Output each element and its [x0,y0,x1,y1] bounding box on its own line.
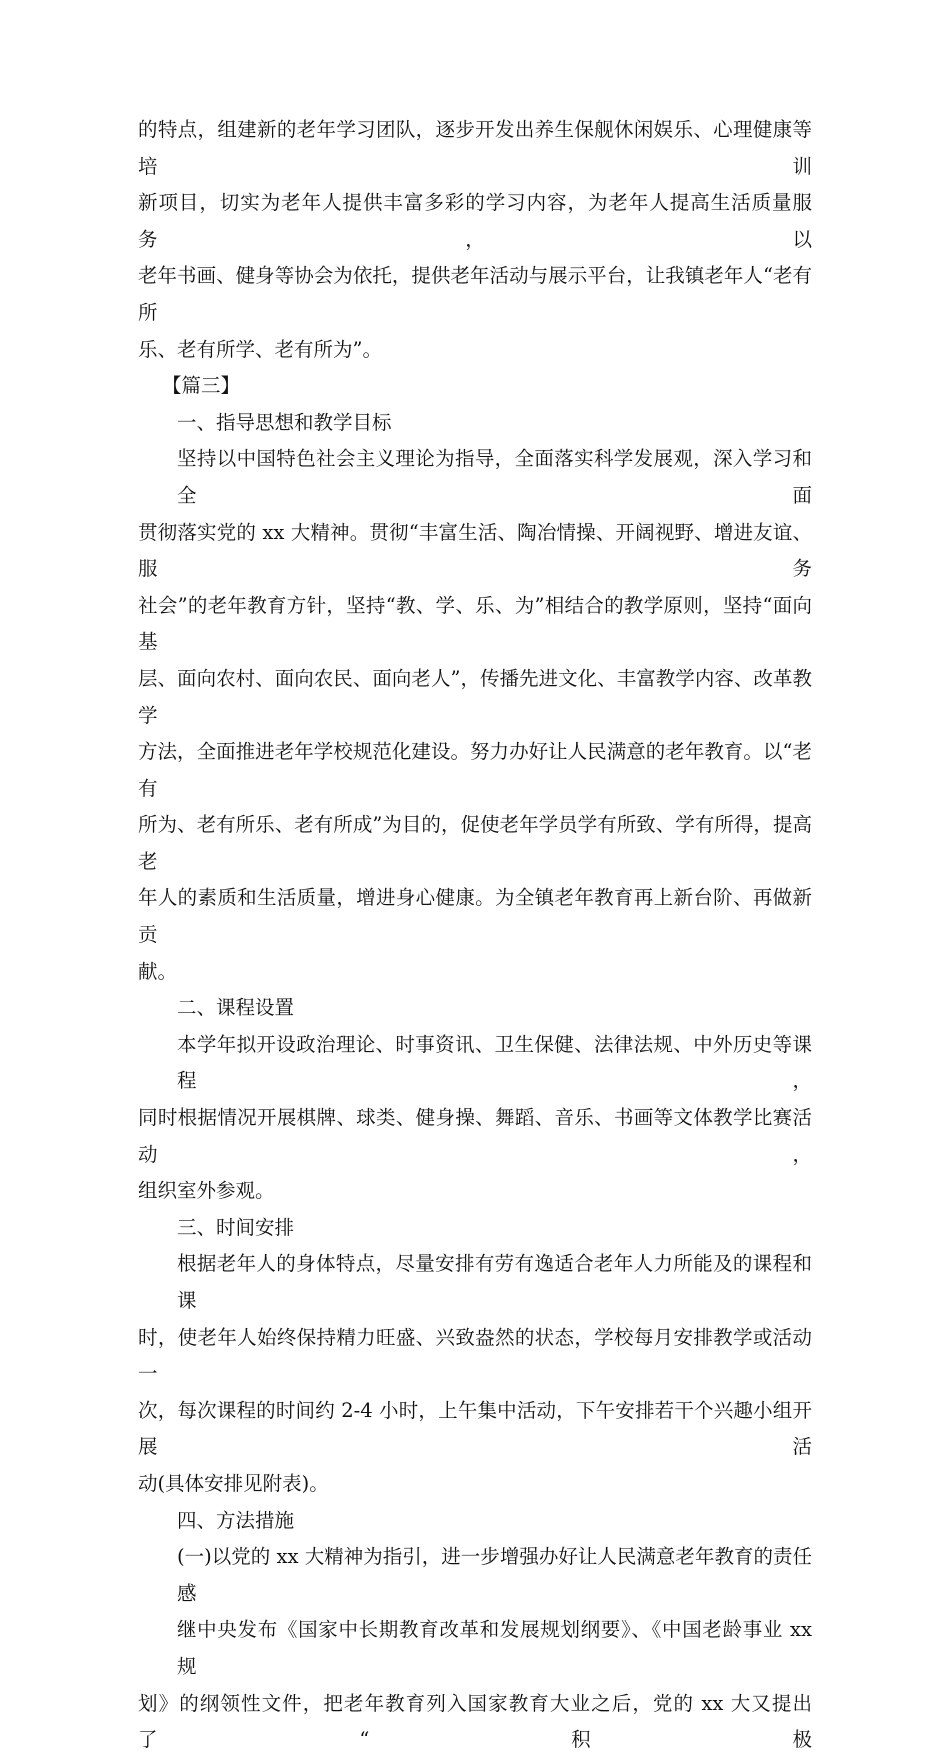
body-line: 社会”的老年教育方针，坚持“教、学、乐、为”相结合的教学原则，坚持“面向基 [138,593,812,654]
body-line: 所为、老有所乐、老有所成”为目的，促使老年学员学有所致、学有所得，提高老 [138,813,812,873]
document-body [138,112,812,1759]
section-heading: 四、方法措施 [177,1508,295,1532]
body-line: 划》的纲领性文件，把老年教育列入国家教育大业之后，党的 xx 大又提出了“积极 [138,1691,812,1752]
body-line: 贯彻落实党的 xx 大精神。贯彻“丰富生活、陶冶情操、开阔视野、增进友谊、服务 [138,520,812,581]
body-line: 新项目，切实为老年人提供丰富多彩的学习内容，为老年人提高生活质量服务，以 [138,191,812,251]
body-line: 继中央发布《国家中长期教育改革和发展规划纲要》、《中国老龄事业 xx 规 [177,1618,812,1678]
body-line: 根据老年人的身体特点，尽量安排有劳有逸适合老年人力所能及的课程和课 [177,1252,812,1312]
body-line: 老年书画、健身等协会为依托，提供老年活动与展示平台，让我镇老年人“老有所 [138,264,812,324]
body-line: 层、面向农村、面向农民、面向老人”，传播先进文化、丰富教学内容、改革教学 [138,666,812,727]
body-line: 组织室外参观。 [138,1179,275,1203]
sub-heading: (一)以党的 xx 大精神为指引，进一步增强办好让人民满意老年教育的责任感 [177,1545,812,1605]
body-line: 动(具体安排见附表)。 [138,1471,329,1495]
body-line: 年人的素质和生活质量，增进身心健康。为全镇老年教育再上新台阶、再做新贡 [138,886,812,947]
body-line: 坚持以中国特色社会主义理论为指导，全面落实科学发展观，深入学习和全面 [177,447,812,507]
body-line: 乐、老有所学、老有所为”。 [138,337,382,361]
body-line: 的特点，组建新的老年学习团队，逐步开发出养生保舰休闲娱乐、心理健康等培训 [138,118,812,178]
body-line: 时，使老年人始终保持精力旺盛、兴致盎然的状态，学校每月安排教学或活动一 [138,1325,812,1386]
section-heading: 一、指导思想和教学目标 [177,410,392,434]
body-line: 同时根据情况开展棋牌、球类、健身操、舞蹈、音乐、书画等文体教学比赛活动， [138,1106,812,1166]
section-heading: 二、课程设置 [177,996,295,1020]
body-line: 方法，全面推进老年学校规范化建设。努力办好让人民满意的老年教育。以“老有 [138,740,812,800]
section-heading: 三、时间安排 [177,1215,295,1239]
section-heading: 【篇三】 [162,374,241,398]
body-line: 本学年拟开设政治理论、时事资讯、卫生保健、法律法规、中外历史等课程， [177,1032,812,1093]
body-line: 献。 [138,959,178,983]
body-line: 次，每次课程的时间约 2-4 小时，上午集中活动，下午安排若干个兴趣小组开展活 [138,1398,812,1459]
